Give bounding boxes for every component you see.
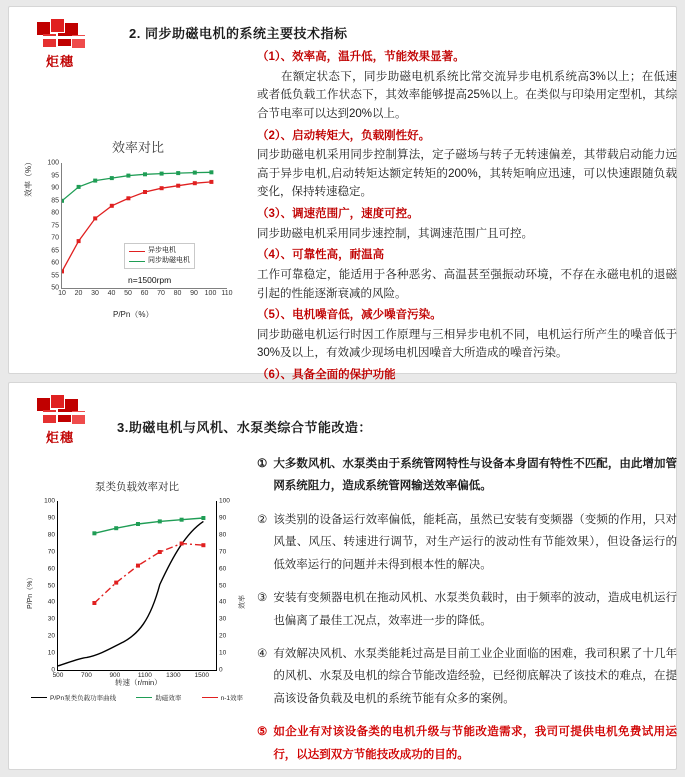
legend-item [136, 693, 181, 702]
chart-plot-area [47, 159, 233, 297]
y-tick: 90 [51, 184, 59, 192]
y-tick: 20 [47, 632, 55, 640]
paragraph: 工作可靠稳定，能适用于各种恶劣、高温甚至强振动环境，不存在永磁电机的退磁引起的性能逐渐衰减的风险。 [257, 268, 677, 300]
y-tick: 70 [47, 548, 55, 556]
section-2-body [257, 453, 677, 777]
x-tick: 60 [140, 290, 149, 297]
section-1-card [8, 6, 677, 381]
list-item-text: 安装有变频器电机在拖动风机、水泵类负载时，由于频率的波动，造成电机运行也偏离了最佳工况点，效率进一步的降低。 [273, 592, 677, 627]
section-2-card [8, 382, 677, 770]
x-tick: 900 [109, 672, 121, 679]
list-item-text: 大多数风机、水泵类由于系统管网特性与设备本身固有特性不匹配，由此增加管网系统阻力，造成系统管网输送效率偏低。 [273, 458, 677, 493]
legend-item [129, 246, 190, 256]
flame-icon [31, 19, 89, 49]
chart-y-axis-label-right: 效率 [239, 595, 246, 609]
sub-heading: （6）、具备全面的保护功能 [257, 369, 396, 381]
x-tick: 90 [190, 290, 198, 297]
legend-swatch-async [129, 251, 145, 252]
y-tick: 80 [51, 209, 59, 217]
list-item [257, 587, 677, 632]
efficiency-comparison-chart [25, 137, 251, 332]
company-logo [31, 19, 93, 71]
list-item-text: 该类别的设备运行效率偏低，能耗高，虽然已安装有变频器（变频的作用，只对风量、风压、转速进行调节，对生产运行的波动性有节能效果），但设备运行的低效率运行的问题并未得到根本性的解决。 [273, 513, 677, 571]
sub-heading: （3）、调速范围广，速度可控。 [257, 208, 419, 220]
y-tick: 30 [47, 615, 55, 623]
series-line-n1-eff [94, 544, 203, 604]
chart-legend [31, 693, 243, 702]
series-line-boost-eff [94, 518, 203, 533]
y-tick-right: 60 [219, 565, 227, 573]
y-tick: 100 [47, 159, 59, 167]
x-tick: 70 [157, 290, 165, 297]
x-tick: 50 [124, 290, 132, 297]
x-tick: 10 [58, 290, 66, 297]
list-item [257, 453, 677, 498]
list-item-text: 有效解决风机、水泵类能耗过高是目前工业企业面临的困难，我司积累了十几年的风机、水泵及电机的综合节能改造经验，已经彻底解决了该技术的难点，在提高该设备负载及电机的系统节能有众多的案例。 [273, 647, 677, 705]
paragraph: 同步助磁电机采用同步控制算法，定子磁场与转子无转速偏差，其带载启动能力远高于异步电机,启动转矩达额定转矩的200%，其转矩响应迅速，可以快速跟随负载变化，保持转速稳定。 [257, 149, 677, 199]
chart-series-svg [58, 501, 218, 671]
y-tick-right: 40 [219, 598, 227, 606]
legend-swatch-sync [129, 261, 145, 262]
paragraph: 同步助磁电机运行时因工作原理与三相异步电机不同，电机运行所产生的噪音低于30%及以上，有效减少现场电机因噪音大所造成的噪音污染。 [257, 328, 677, 360]
list-marker: ④ [257, 647, 268, 660]
chart-x-axis-label: P/Pn（%） [113, 310, 154, 319]
y-tick: 100 [44, 497, 55, 505]
list-item-highlight [257, 721, 677, 766]
legend-label: 异步电机 [148, 247, 176, 254]
legend-item [31, 693, 116, 702]
list-marker: ③ [257, 592, 268, 605]
list-item [257, 643, 677, 710]
list-marker: ② [257, 513, 268, 526]
y-tick-right: 90 [219, 514, 227, 522]
y-tick: 55 [51, 272, 59, 279]
x-tick: 1100 [137, 672, 152, 679]
section-2-title: 3.助磁电机与风机、水泵类综合节能改造： [117, 420, 372, 435]
y-tick: 40 [47, 598, 55, 606]
chart-title: 泵类负载效率对比 [95, 481, 179, 493]
y-tick-right: 100 [219, 497, 230, 505]
y-tick-right: 10 [219, 649, 227, 657]
y-tick: 60 [51, 259, 59, 267]
x-tick: 700 [81, 672, 92, 679]
list-marker: ⑤ [257, 726, 268, 739]
y-tick: 65 [51, 247, 59, 254]
legend-swatch-power [31, 697, 47, 698]
y-tick: 50 [47, 582, 55, 589]
legend-label: n-1效率 [220, 695, 243, 702]
x-tick: 20 [74, 290, 83, 297]
y-tick: 50 [51, 284, 59, 292]
sub-heading: （2）、启动转矩大，负载刚性好。 [257, 129, 431, 142]
x-tick: 1300 [166, 672, 181, 679]
y-tick: 60 [47, 565, 55, 573]
chart-title: 效率对比 [111, 140, 164, 155]
list-item [257, 509, 677, 576]
sub-heading: （4）、可靠性高，耐温高 [257, 249, 385, 262]
x-tick: 40 [107, 290, 116, 297]
y-tick-right: 20 [219, 632, 227, 640]
section-1-title: 2. 同步助磁电机的系统主要技术指标 [129, 26, 348, 41]
y-tick: 85 [51, 197, 59, 204]
y-tick-right: 50 [219, 582, 227, 589]
y-tick: 70 [51, 234, 59, 242]
x-tick: 1500 [194, 672, 209, 679]
y-tick: 80 [47, 531, 55, 539]
chart-plot-area [44, 497, 230, 679]
section-1-body [257, 45, 677, 423]
chart-series-svg [62, 163, 228, 289]
pump-load-efficiency-chart [23, 479, 251, 729]
sub-heading: （5）、电机噪音低，减少噪音污染。 [257, 309, 442, 322]
chart-x-axis-label: 转速（r/min） [115, 678, 162, 687]
legend-swatch-n1 [202, 697, 218, 698]
series-line-sync [62, 172, 211, 201]
x-tick: 80 [173, 290, 182, 297]
y-tick-right: 80 [219, 531, 227, 539]
company-logo [31, 395, 93, 447]
y-tick-right: 30 [219, 615, 227, 623]
y-tick: 75 [51, 222, 59, 229]
sub-heading: （1）、效率高，温升低，节能效果显著。 [257, 51, 465, 63]
flame-icon [31, 395, 89, 425]
y-tick-right: 0 [219, 666, 223, 674]
chart-y-axis-label: 效率（%） [24, 157, 33, 197]
y-tick: 0 [51, 666, 55, 674]
legend-label: 助磁效率 [155, 695, 182, 702]
y-tick: 90 [47, 514, 55, 522]
x-tick: 110 [221, 290, 233, 297]
y-tick: 10 [47, 649, 55, 657]
series-markers-n1-eff [92, 542, 205, 606]
legend-item [202, 693, 243, 702]
chart-y-axis-label: P/Pn（%） [27, 573, 34, 609]
chart-legend [124, 243, 195, 269]
chart-annotation: n=1500rpm [128, 275, 172, 285]
legend-label: 同步助磁电机 [148, 257, 190, 265]
company-name: 炬穗 [45, 430, 74, 445]
x-tick: 500 [52, 672, 64, 679]
y-tick: 95 [51, 172, 59, 179]
legend-item [129, 256, 190, 266]
x-tick: 30 [91, 290, 99, 297]
paragraph: 在额定状态下，同步助磁电机系统比常交流异步电机系统高3%以上；在低速或者低负载工作状态下，其效率能够提高25%以上。在类似与印染用定型机，其综合节电率可以达到20%以上。 [257, 70, 677, 120]
list-marker: ① [257, 458, 268, 470]
paragraph: 同步助磁电机采用同步速控制，其调速范围广且可控。 [257, 227, 533, 240]
legend-label: P/Pn泵类负载功率曲线 [50, 695, 117, 702]
legend-swatch-boost [136, 697, 152, 698]
list-item-text: 如企业有对该设备类的电机升级与节能改造需求，我司可提供电机免费试用运行，以达到双方节能技改成功的目的。 [273, 726, 677, 761]
y-tick-right: 70 [219, 548, 227, 556]
x-tick: 100 [204, 290, 217, 297]
company-name: 炬穗 [45, 54, 74, 69]
